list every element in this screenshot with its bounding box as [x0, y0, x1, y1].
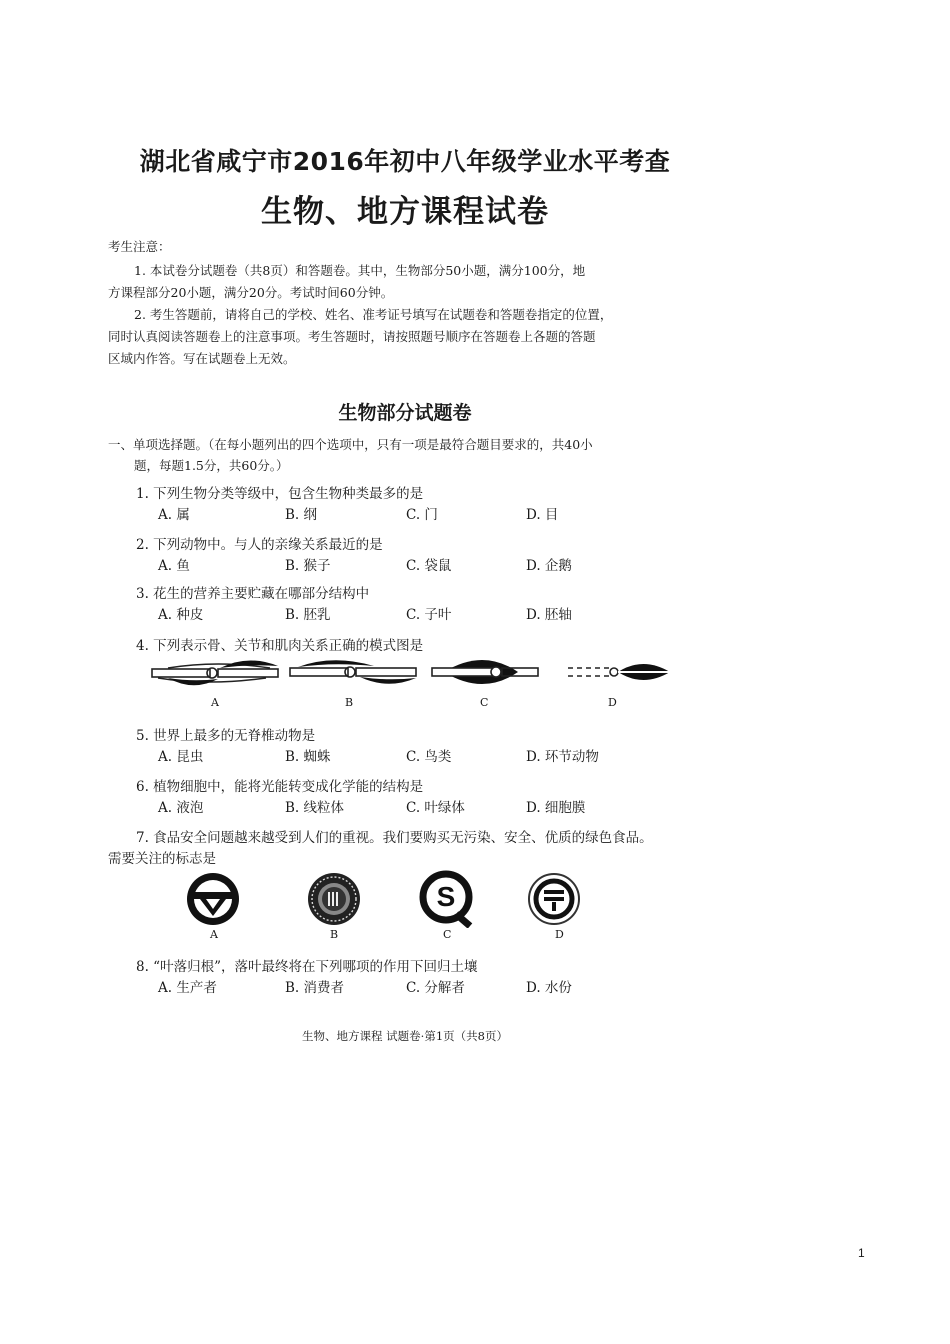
figure-label: B — [345, 696, 354, 709]
option-a: A. 昆虫 — [158, 749, 204, 765]
option-a: A. 种皮 — [158, 607, 204, 623]
option-a: A. 属 — [158, 507, 190, 523]
option-b: B. 胚乳 — [285, 607, 331, 623]
section-title: 生物部分试题卷 — [338, 402, 472, 424]
option-b: B. 消费者 — [285, 980, 345, 996]
figure-label: A — [210, 928, 218, 941]
question-stem: 8. “叶落归根”，落叶最终将在下列哪项的作用下回归土壤 — [136, 959, 478, 975]
figure-d — [568, 664, 670, 680]
figure-label: D — [555, 928, 564, 941]
emblem-logo-icon — [529, 874, 579, 924]
question-stem: 7. 食品安全问题越来越受到人们的重视。我们要购买无污染、安全、优质的绿色食品。 — [136, 830, 653, 846]
exam-title: 湖北省咸宁市2016年初中八年级学业水平考查 — [139, 147, 671, 176]
exam-subtitle: 生物、地方课程试卷 — [261, 194, 549, 230]
option-d: D. 目 — [526, 507, 559, 523]
figure-label: C — [480, 696, 489, 709]
option-a: A. 生产者 — [158, 980, 217, 996]
option-c: C. 门 — [406, 507, 438, 523]
figure-b — [290, 660, 416, 684]
option-b: B. 蜘蛛 — [285, 749, 331, 765]
option-d: D. 细胞膜 — [526, 800, 586, 816]
option-d: D. 水份 — [526, 980, 572, 996]
page-number: 1 — [858, 1246, 865, 1260]
option-d: D. 环节动物 — [526, 749, 599, 765]
question-stem: 1. 下列生物分类等级中，包含生物种类最多的是 — [136, 486, 424, 502]
question-stem: 需要关注的标志是 — [108, 851, 216, 867]
option-c: C. 子叶 — [406, 607, 452, 623]
figure-a — [152, 660, 278, 685]
option-c: C. 袋鼠 — [406, 558, 452, 574]
option-b: B. 猴子 — [285, 558, 331, 574]
figure-label: A — [211, 696, 219, 709]
question-stem: 6. 植物细胞中，能将光能转变成化学能的结构是 — [136, 779, 424, 795]
option-b: B. 线粒体 — [285, 800, 345, 816]
seal-logo-icon — [308, 873, 360, 925]
option-d: D. 胚轴 — [526, 607, 572, 623]
option-c: C. 分解者 — [406, 980, 465, 996]
question-stem: 2. 下列动物中。与人的亲缘关系最近的是 — [136, 537, 383, 553]
page-footer: 生物、地方课程 试题卷·第1页（共8页） — [302, 1029, 508, 1043]
option-c: C. 鸟类 — [406, 749, 452, 765]
notice-line: 2. 考生答题前，请将自己的学校、姓名、准考证号填写在试题卷和答题卷指定的位置， — [134, 307, 613, 322]
qs-logo-icon — [423, 874, 470, 926]
option-d: D. 企鹅 — [526, 558, 572, 574]
green-food-logo-icon — [187, 873, 239, 925]
notice-line: 区域内作答。写在试题卷上无效。 — [108, 351, 296, 366]
figure-label: D — [608, 696, 617, 709]
question-stem: 5. 世界上最多的无脊椎动物是 — [136, 728, 316, 744]
option-b: B. 纲 — [285, 507, 318, 523]
notice-line: 方课程部分20小题，满分20分。考试时间60分钟。 — [108, 285, 394, 300]
notice-heading: 考生注意： — [108, 239, 171, 254]
figure-label: C — [443, 928, 452, 941]
svg-text:S: S — [436, 881, 456, 912]
option-a: A. 鱼 — [158, 558, 190, 574]
section-instruction: 一、单项选择题。（在每小题列出的四个选项中，只有一项是最符合题目要求的，共40小 — [108, 437, 593, 452]
question-stem: 4. 下列表示骨、关节和肌肉关系正确的模式图是 — [136, 638, 424, 654]
notice-line: 1. 本试卷分试题卷（共8页）和答题卷。其中，生物部分50小题，满分100分，地 — [134, 263, 586, 278]
notice-line: 同时认真阅读答题卷上的注意事项。考生答题时，请按照题号顺序在答题卷上各题的答题 — [108, 329, 596, 344]
question-stem: 3. 花生的营养主要贮藏在哪部分结构中 — [136, 586, 370, 602]
option-a: A. 液泡 — [158, 800, 204, 816]
figure-c — [432, 660, 538, 684]
option-c: C. 叶绿体 — [406, 800, 465, 816]
food-safety-logos — [180, 868, 600, 928]
bone-joint-muscle-figures — [148, 652, 678, 694]
section-instruction: 题，每题1.5分，共60分。） — [134, 458, 289, 473]
figure-label: B — [330, 928, 339, 941]
